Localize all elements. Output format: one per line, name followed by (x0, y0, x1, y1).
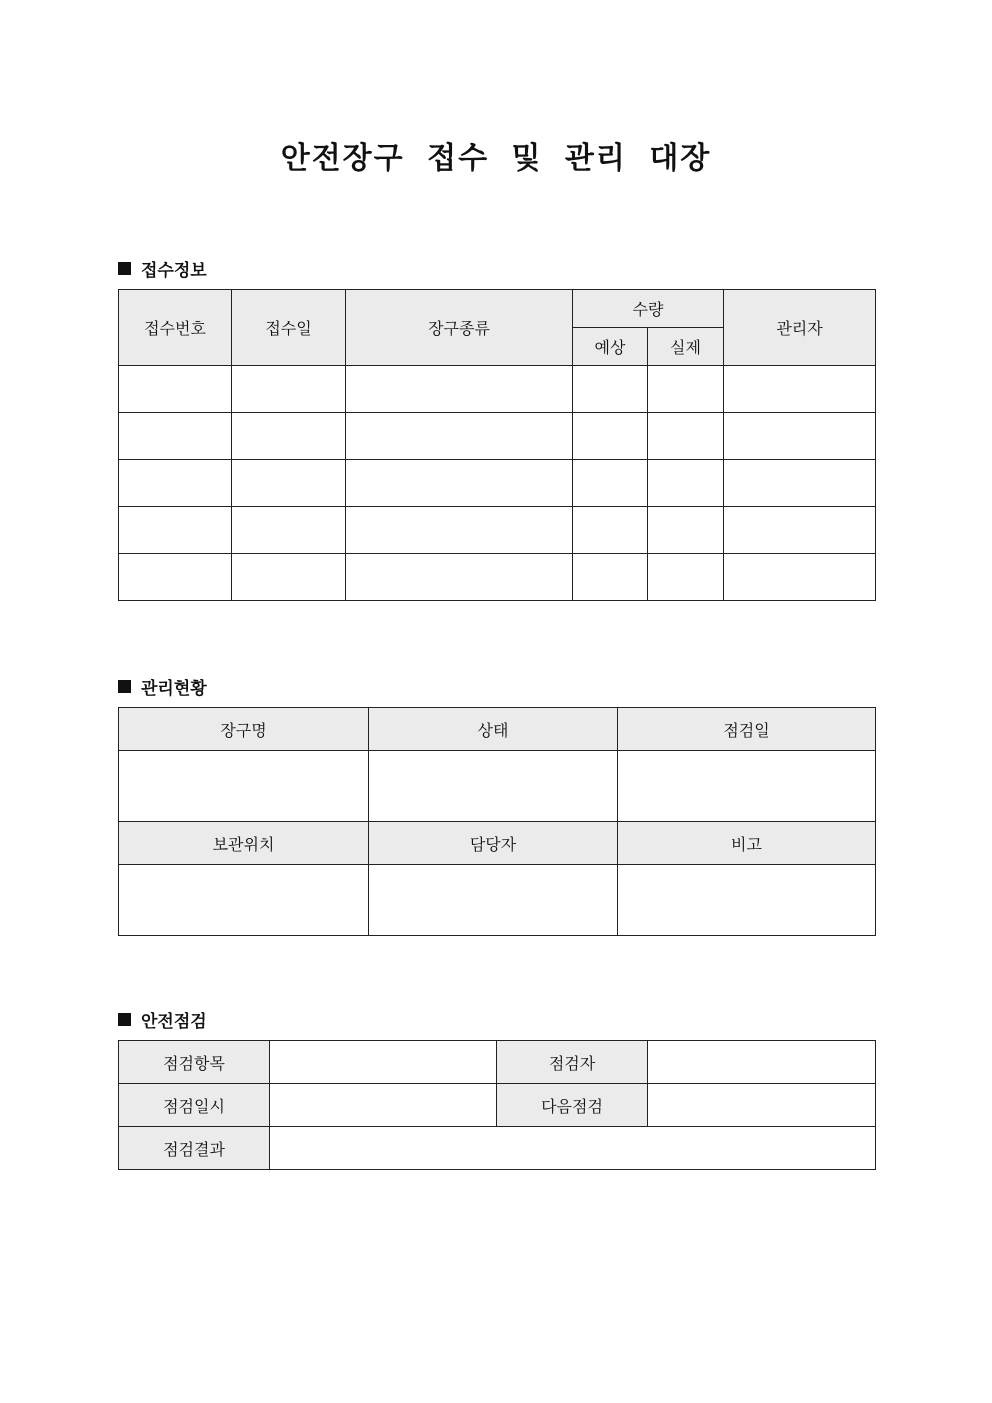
table-row (119, 1084, 876, 1127)
label-inspection-item: 점검항목 (119, 1041, 270, 1084)
inspector-field[interactable] (648, 1041, 876, 1084)
header-person-in-charge: 담당자 (369, 822, 618, 865)
inspection-result-field[interactable] (270, 1127, 876, 1170)
inspection-datetime-field[interactable] (270, 1084, 497, 1127)
table-cell[interactable] (724, 460, 876, 507)
table-cell[interactable] (724, 366, 876, 413)
header-expected: 예상 (573, 328, 648, 366)
table-cell[interactable] (648, 507, 724, 554)
table-cell[interactable] (232, 413, 346, 460)
section-status-title (118, 674, 207, 699)
table-cell[interactable] (573, 413, 648, 460)
label-inspection-datetime: 점검일시 (119, 1084, 270, 1127)
table-cell[interactable] (119, 865, 369, 936)
label-inspection-result: 점검결과 (119, 1127, 270, 1170)
table-cell[interactable] (232, 507, 346, 554)
table-row (119, 865, 876, 936)
table-cell[interactable] (119, 460, 232, 507)
inspection-table (118, 1040, 876, 1170)
header-equipment-type: 장구종류 (346, 290, 573, 366)
header-storage-location: 보관위치 (119, 822, 369, 865)
table-row (119, 751, 876, 822)
table-cell[interactable] (119, 751, 369, 822)
table-row (119, 1127, 876, 1170)
label-next-inspection: 다음점검 (497, 1084, 648, 1127)
table-cell[interactable] (573, 366, 648, 413)
table-cell[interactable] (119, 507, 232, 554)
header-inspection-date: 점검일 (618, 708, 876, 751)
section-status-label: 관리현황 (141, 679, 207, 699)
inspection-item-field[interactable] (270, 1041, 497, 1084)
table-cell[interactable] (232, 554, 346, 601)
section-reception-title (118, 256, 207, 281)
table-cell[interactable] (346, 413, 573, 460)
next-inspection-field[interactable] (648, 1084, 876, 1127)
table-cell[interactable] (369, 865, 618, 936)
table-cell[interactable] (618, 751, 876, 822)
table-cell[interactable] (573, 554, 648, 601)
table-cell[interactable] (648, 413, 724, 460)
header-manager: 관리자 (724, 290, 876, 366)
table-cell[interactable] (346, 507, 573, 554)
page-title: 안전장구 접수 및 관리 대장 (280, 141, 712, 176)
table-cell[interactable] (573, 507, 648, 554)
label-inspector: 점검자 (497, 1041, 648, 1084)
reception-table (118, 289, 876, 601)
table-row (119, 1041, 876, 1084)
header-receipt-number: 접수번호 (119, 290, 232, 366)
table-row (119, 460, 876, 507)
table-cell[interactable] (232, 366, 346, 413)
section-inspection-label: 안전점검 (141, 1012, 207, 1032)
header-condition: 상태 (369, 708, 618, 751)
table-row (119, 413, 876, 460)
table-row (119, 554, 876, 601)
table-cell[interactable] (346, 460, 573, 507)
table-cell[interactable] (369, 751, 618, 822)
status-table (118, 707, 876, 936)
table-cell[interactable] (724, 507, 876, 554)
table-row (119, 507, 876, 554)
table-cell[interactable] (346, 366, 573, 413)
table-row (119, 366, 876, 413)
table-cell[interactable] (232, 460, 346, 507)
table-cell[interactable] (724, 554, 876, 601)
square-bullet-icon (118, 262, 131, 275)
table-cell[interactable] (346, 554, 573, 601)
table-cell[interactable] (648, 554, 724, 601)
table-cell[interactable] (648, 460, 724, 507)
table-cell[interactable] (573, 460, 648, 507)
section-reception-label: 접수정보 (141, 261, 207, 281)
section-inspection-title (118, 1007, 207, 1032)
square-bullet-icon (118, 680, 131, 693)
header-remarks: 비고 (618, 822, 876, 865)
table-cell[interactable] (119, 554, 232, 601)
header-equipment-name: 장구명 (119, 708, 369, 751)
square-bullet-icon (118, 1013, 131, 1026)
table-cell[interactable] (119, 413, 232, 460)
table-cell[interactable] (724, 413, 876, 460)
table-cell[interactable] (618, 865, 876, 936)
table-cell[interactable] (648, 366, 724, 413)
table-cell[interactable] (119, 366, 232, 413)
header-quantity: 수량 (573, 290, 724, 328)
header-receipt-date: 접수일 (232, 290, 346, 366)
header-actual: 실제 (648, 328, 724, 366)
